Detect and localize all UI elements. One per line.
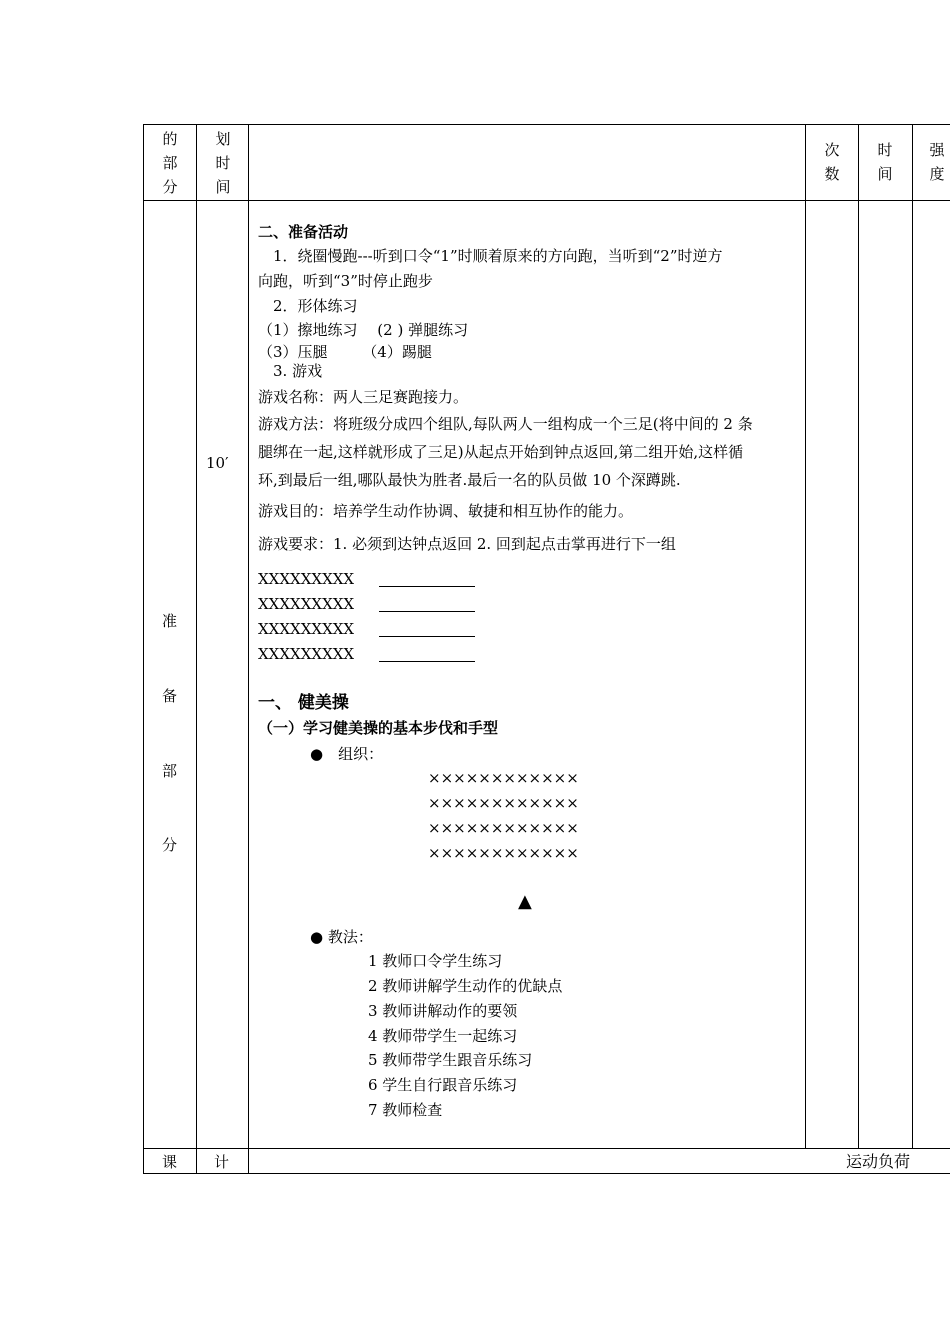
header-time: 时 间 — [877, 141, 893, 183]
section-char-4: 分 — [162, 836, 178, 854]
col-divider-4 — [858, 124, 859, 1149]
x-row-3: XXXXXXXXX — [258, 620, 355, 638]
aerobics-title: 一、 健美操 — [258, 693, 349, 713]
section-char-3: 部 — [162, 762, 178, 780]
method-3: 3 教师讲解动作的要领 — [368, 1002, 518, 1020]
method-2: 2 教师讲解学生动作的优缺点 — [368, 977, 563, 995]
table-border-top — [143, 124, 950, 125]
cross-row-3: ×××××××××××× — [428, 819, 579, 837]
footer-plan: 计 — [214, 1153, 230, 1171]
method-7: 7 教师检查 — [368, 1101, 443, 1119]
table-border-left — [143, 124, 144, 1174]
method-6: 6 学生自行跟音乐练习 — [368, 1076, 518, 1094]
game-method-3: 环,到最后一组,哪队最快为胜者.最后一名的队员做 10 个深蹲跳. — [258, 471, 681, 489]
game-requirement: 游戏要求：1. 必须到达钟点返回 2. 回到起点击掌再进行下一组 — [258, 535, 676, 553]
header-planned-time: 划 时 间 — [215, 130, 231, 196]
cross-row-4: ×××××××××××× — [428, 844, 579, 862]
footer-divider — [143, 1148, 950, 1149]
section-char-1: 准 — [162, 612, 178, 630]
header-divider — [143, 200, 950, 201]
prep-title: 二、准备活动 — [258, 223, 349, 241]
time-allocation: 10′ — [206, 454, 229, 472]
col-divider-1 — [196, 124, 197, 1174]
x-row-3-underline — [379, 636, 475, 637]
method-label: ● 教法： — [310, 928, 373, 946]
col-divider-3 — [805, 124, 806, 1149]
header-section-part: 的 部 分 — [162, 130, 178, 196]
x-row-2: XXXXXXXXX — [258, 595, 355, 613]
method-5: 5 教师带学生跟音乐练习 — [368, 1051, 533, 1069]
header-intensity: 强 度 — [929, 141, 945, 183]
item1-line2: 向跑，听到“3”时停止跑步 — [258, 272, 433, 290]
x-row-2-underline — [379, 611, 475, 612]
cross-row-1: ×××××××××××× — [428, 769, 579, 787]
aerobics-subtitle: （一）学习健美操的基本步伐和手型 — [258, 719, 499, 737]
game-name: 游戏名称：两人三足赛跑接力。 — [258, 388, 469, 406]
header-count: 次 数 — [824, 141, 840, 183]
x-row-1-underline — [379, 586, 475, 587]
item3: 3. 游戏 — [273, 362, 323, 380]
item2: 2．形体练习 — [273, 297, 358, 315]
col-divider-2 — [248, 124, 249, 1174]
organization-label: ● 组织： — [310, 745, 384, 763]
item1-line1: 1．绕圈慢跑---听到口令“1”时顺着原来的方向跑，当听到“2”时逆方 — [273, 247, 723, 265]
cross-row-2: ×××××××××××× — [428, 794, 579, 812]
footer-lesson: 课 — [162, 1153, 178, 1171]
game-method-1: 游戏方法：将班级分成四个组队,每队两人一组构成一个三足(将中间的 2 条 — [258, 415, 753, 433]
x-row-4: XXXXXXXXX — [258, 645, 355, 663]
footer-exercise-load: 运动负荷 — [846, 1152, 911, 1171]
section-char-2: 备 — [162, 687, 178, 705]
game-method-2: 腿绑在一起,这样就形成了三足)从起点开始到钟点返回,第二组开始,这样循 — [258, 443, 744, 461]
col-divider-5 — [912, 124, 913, 1149]
teacher-position-icon: ▲ — [518, 891, 532, 912]
game-goal: 游戏目的：培养学生动作协调、敏捷和相互协作的能力。 — [258, 502, 634, 520]
method-4: 4 教师带学生一起练习 — [368, 1027, 518, 1045]
method-1: 1 教师口令学生练习 — [368, 952, 503, 970]
x-row-4-underline — [379, 661, 475, 662]
item2-b: （3）压腿 （4）踢腿 — [258, 343, 432, 361]
x-row-1: XXXXXXXXX — [258, 570, 355, 588]
item2-a: （1）擦地练习 (2 ) 弹腿练习 — [258, 321, 469, 339]
table-border-bottom — [143, 1173, 950, 1174]
